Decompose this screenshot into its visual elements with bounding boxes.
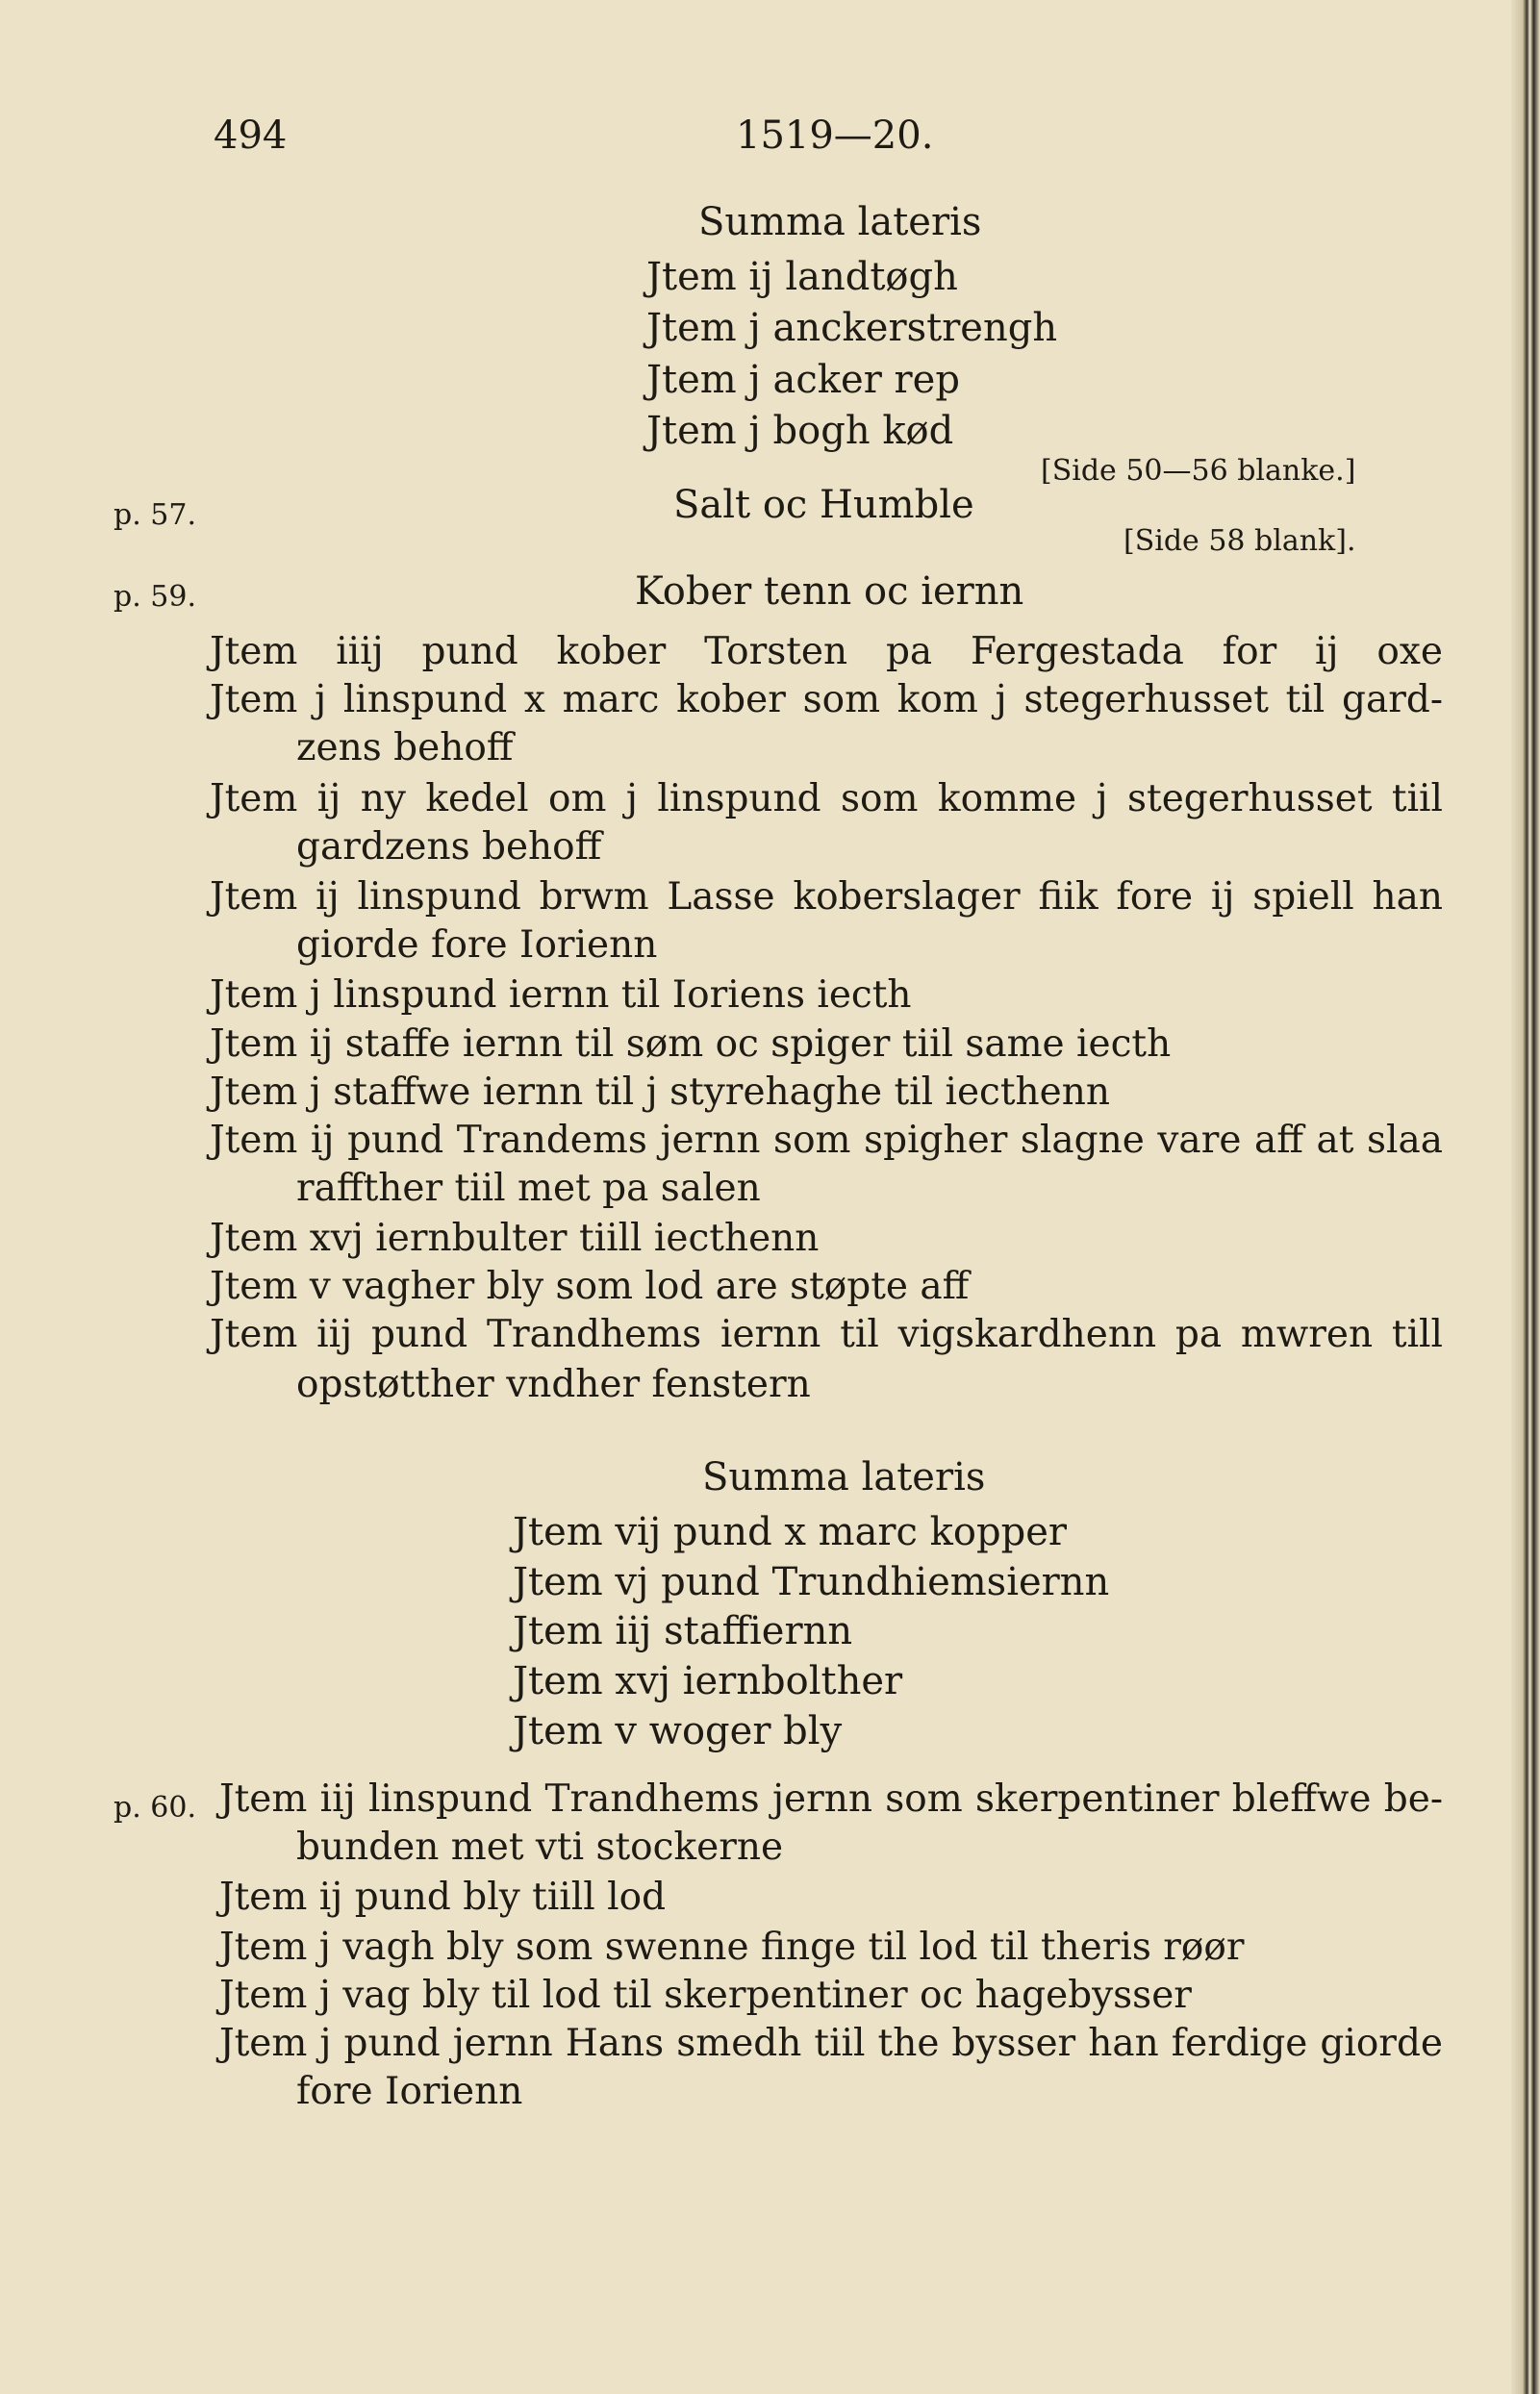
entry-line: Jtem j staffwe iernn til j styrehaghe til iecthenn xyxy=(210,1071,1110,1114)
entry-line: Jtem ij linspund brwm Lasse koberslager fiik fore ij spiell han xyxy=(210,875,1443,919)
entry-line-continued: raffther tiil met pa salen xyxy=(296,1167,761,1210)
summa-item: Jtem vij pund x marc kopper xyxy=(513,1510,1067,1554)
summa-item: Jtem ij landtøgh xyxy=(646,255,958,299)
entry-line: Jtem v vagher bly som lod are støpte aff xyxy=(210,1265,970,1308)
summa-item: Jtem j anckerstrengh xyxy=(646,306,1058,350)
summa-item: Jtem vj pund Trundhiemsiernn xyxy=(513,1560,1110,1604)
summa-item: Jtem xvj iernbolther xyxy=(513,1659,903,1703)
section-title: Kober tenn oc iernn xyxy=(635,569,1024,614)
entry-line: Jtem j pund jernn Hans smedh tiil the bysser han ferdige giorde xyxy=(219,2022,1443,2065)
entry-line-continued: gardzens behoff xyxy=(296,825,602,869)
book-spine-edge xyxy=(1511,0,1540,2394)
entry-line: Jtem iij linspund Trandhems jernn som skerpentiner bleffwe be- xyxy=(219,1777,1443,1821)
margin-page-ref: p. 59. xyxy=(114,580,196,614)
entry-line: Jtem ij pund bly tiill lod xyxy=(219,1876,667,1919)
section-title: Salt oc Humble xyxy=(673,483,974,527)
editorial-note: [Side 50—56 blanke.] xyxy=(1041,454,1356,488)
entry-line: Jtem xvj iernbulter tiill iecthenn xyxy=(210,1217,820,1260)
summa-item: Jtem v woger bly xyxy=(513,1709,843,1753)
entry-line: Jtem j vag bly til lod til skerpentiner oc hagebysser xyxy=(219,1974,1192,2017)
entry-line: Jtem j linspund x marc kober som kom j stegerhusset til gard- xyxy=(210,678,1443,721)
running-head-years: 1519—20. xyxy=(736,113,934,158)
entry-line: Jtem ij pund Trandems jernn som spigher slagne vare aff at slaa xyxy=(210,1119,1443,1162)
margin-page-ref: p. 57. xyxy=(114,498,196,532)
summa-lateris-heading: Summa lateris xyxy=(702,1455,986,1499)
margin-page-ref: p. 60. xyxy=(114,1791,196,1825)
entry-line: Jtem iiij pund kober Torsten pa Fergestada for ij oxe xyxy=(210,630,1443,673)
entry-line-continued: giorde fore Iorienn xyxy=(296,923,658,967)
entry-line: Jtem j linspund iernn til Ioriens iecth xyxy=(210,973,912,1017)
entry-line-continued: bunden met vti stockerne xyxy=(296,1826,784,1869)
summa-item: Jtem iij staffiernn xyxy=(513,1609,853,1653)
page-number: 494 xyxy=(214,113,288,158)
editorial-note: [Side 58 blank]. xyxy=(1123,524,1356,558)
entry-line: Jtem iij pund Trandhems iernn til vigskardhenn pa mwren till xyxy=(210,1313,1443,1356)
entry-line: Jtem ij staffe iernn til søm oc spiger tiil same iecth xyxy=(210,1022,1172,1066)
entry-line: Jtem j vagh bly som swenne finge til lod til theris røør xyxy=(219,1926,1245,1969)
summa-item: Jtem j acker rep xyxy=(646,358,960,402)
entry-line-continued: opstøtther vndher fenstern xyxy=(296,1363,811,1406)
entry-line: Jtem ij ny kedel om j linspund som komme j stegerhusset tiil xyxy=(210,777,1443,820)
summa-lateris-heading: Summa lateris xyxy=(698,200,982,244)
entry-line-continued: fore Iorienn xyxy=(296,2070,523,2113)
summa-item: Jtem j bogh kød xyxy=(646,409,954,453)
entry-line-continued: zens behoff xyxy=(296,726,514,769)
